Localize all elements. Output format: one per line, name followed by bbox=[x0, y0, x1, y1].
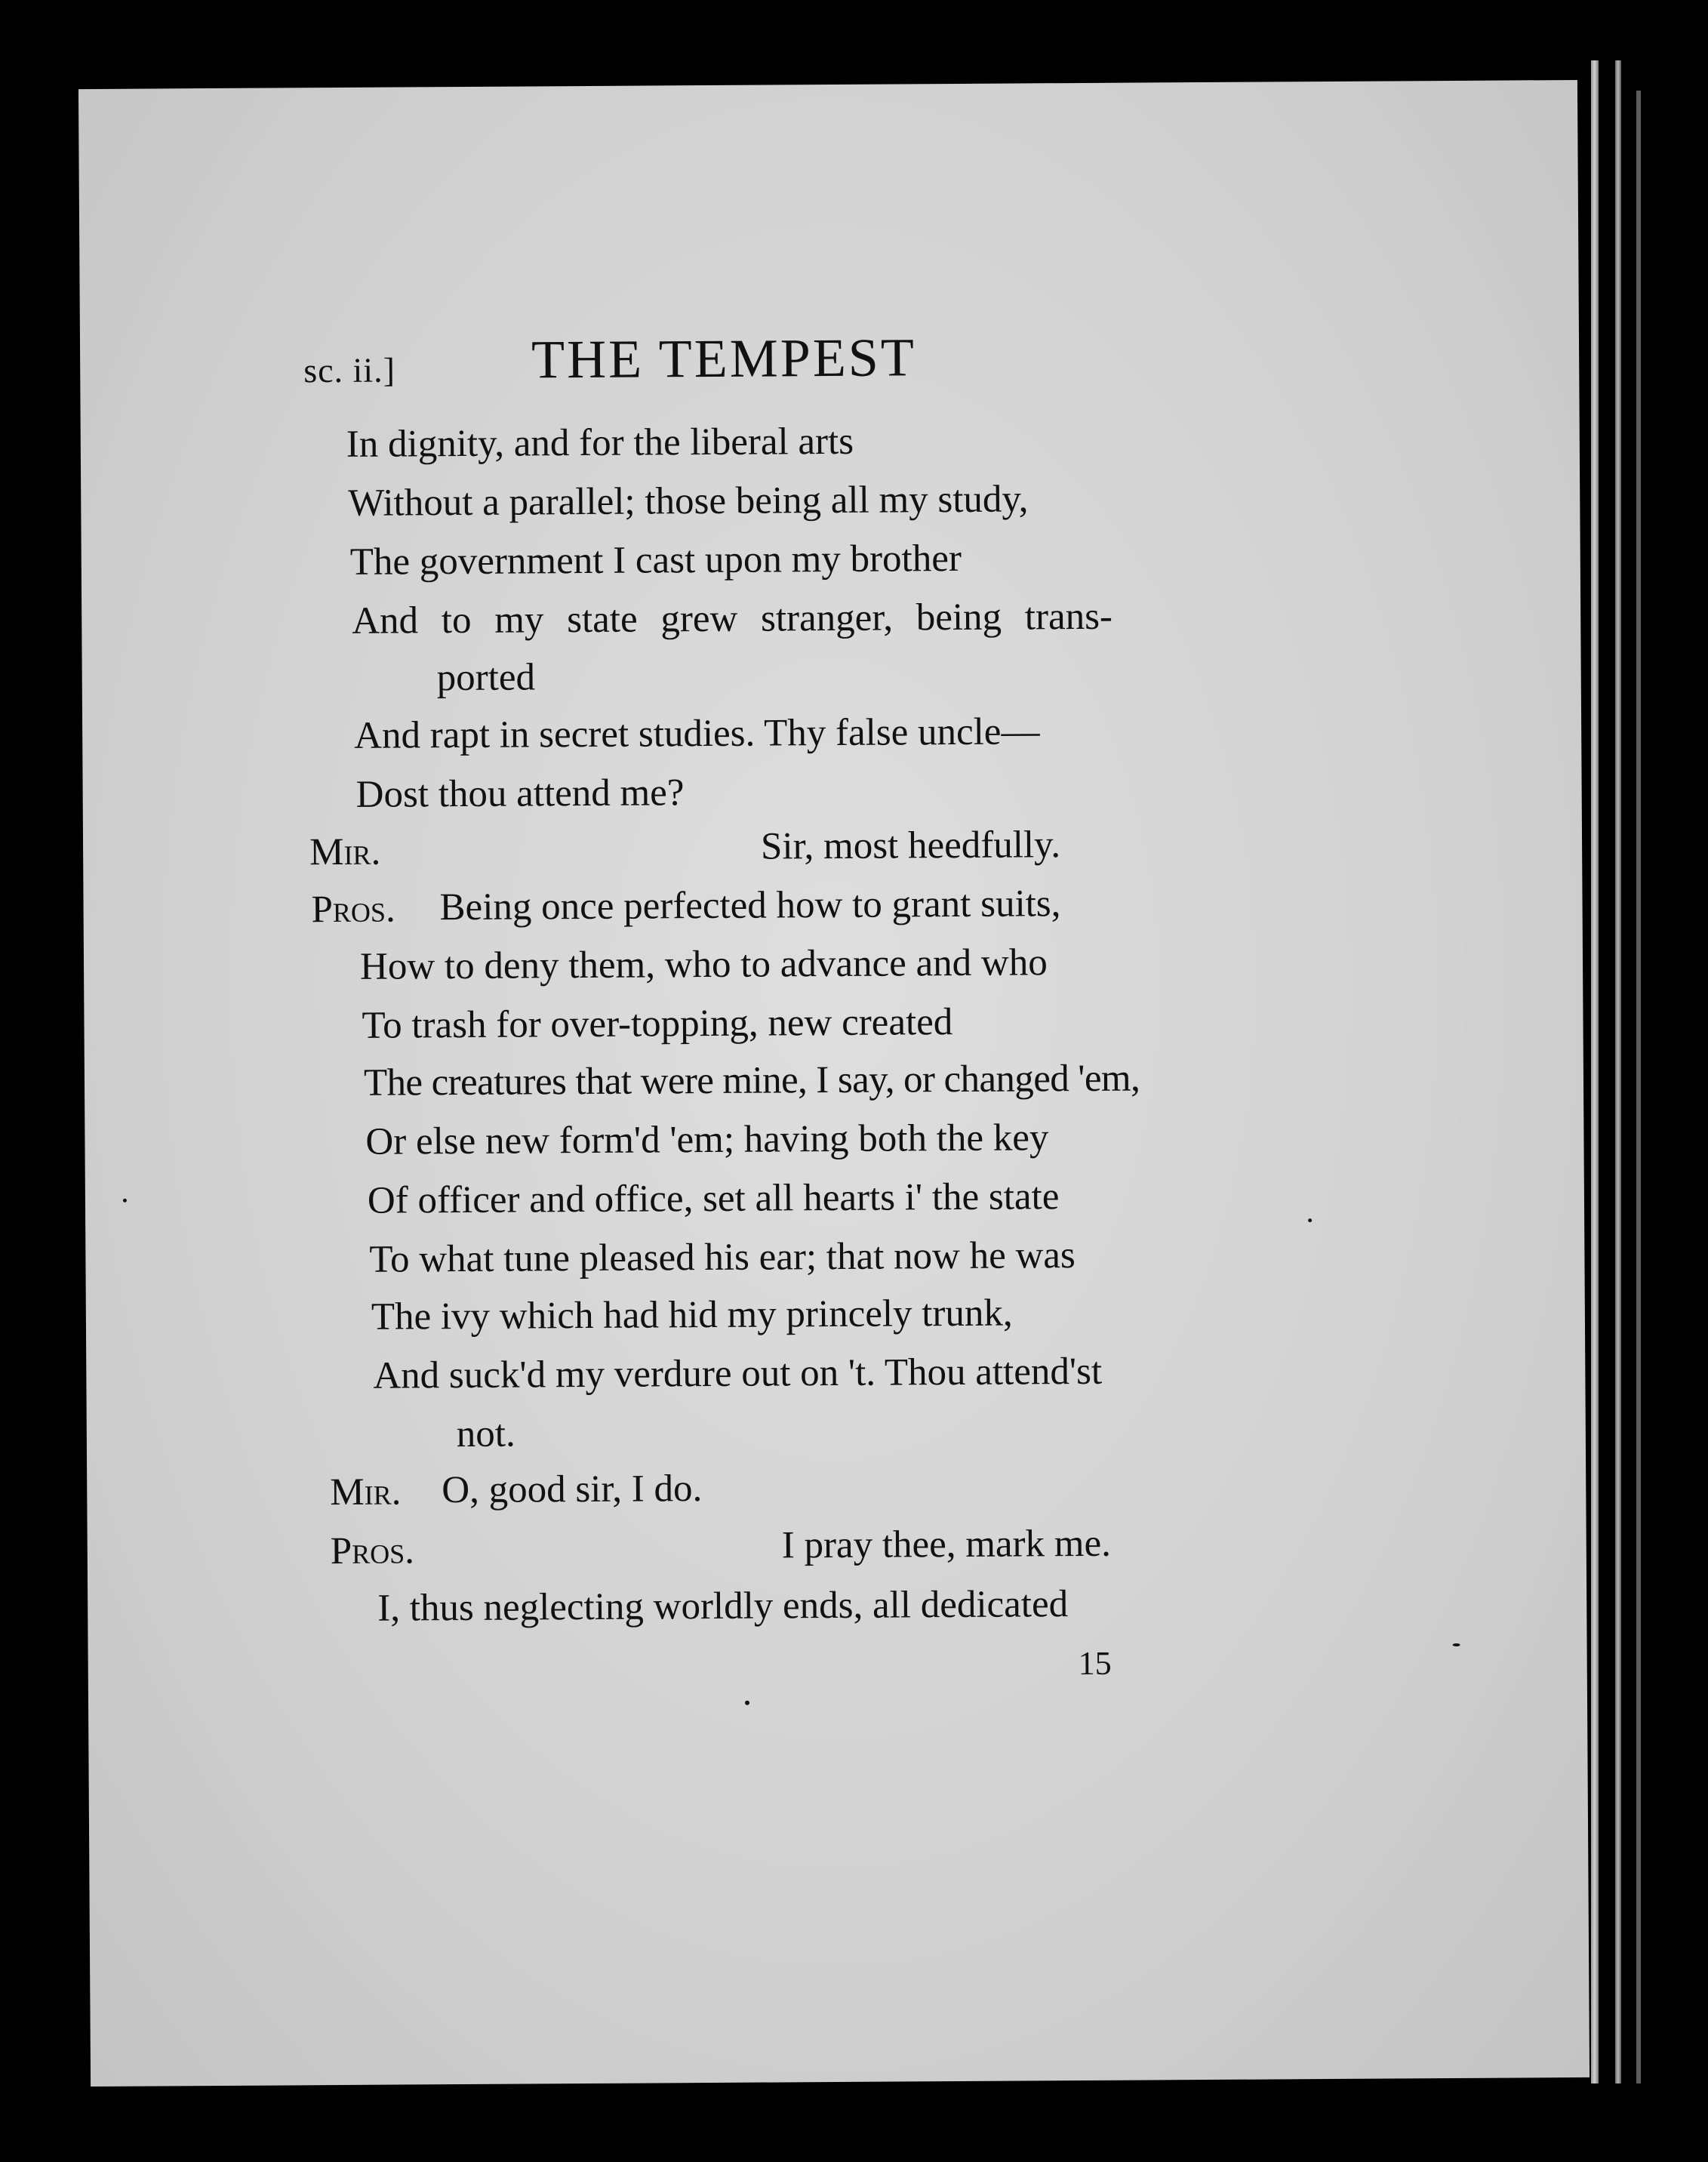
speech-line: I pray thee, mark me. bbox=[781, 1522, 1112, 1567]
verse-line: The ivy which had hid my princely trunk, bbox=[371, 1292, 1013, 1338]
verse-line: To what tune pleased his ear; that now he was bbox=[369, 1234, 1076, 1281]
verse-line: The creatures that were mine, I say, or changed 'em, bbox=[363, 1057, 1140, 1104]
speaker-label: Mir. bbox=[309, 830, 381, 874]
speaker-label: Pros. bbox=[311, 888, 395, 932]
page-edge bbox=[1636, 91, 1641, 2083]
speaker-label: Pros. bbox=[330, 1529, 415, 1573]
verse-line: And to my state grew stranger, being trans- bbox=[352, 595, 1113, 642]
page-edge bbox=[1591, 60, 1599, 2083]
verse-line: To trash for over-topping, new created bbox=[362, 1001, 953, 1047]
scan-speck bbox=[745, 1701, 749, 1705]
page-title: THE TEMPEST bbox=[531, 327, 917, 390]
verse-line: And rapt in secret studies. Thy false uncle— bbox=[354, 710, 1040, 757]
page-number: 15 bbox=[1078, 1644, 1112, 1683]
verse-line: And suck'd my verdure out on 't. Thou attend'st bbox=[373, 1350, 1103, 1397]
scene-marker: sc. ii.] bbox=[303, 350, 396, 390]
speech-line: O, good sir, I do. bbox=[442, 1468, 703, 1512]
verse-line: Without a parallel; those being all my study, bbox=[348, 478, 1029, 525]
speech-line: Sir, most heedfully. bbox=[760, 824, 1061, 868]
verse-line: Or else new form'd 'em; having both the key bbox=[365, 1116, 1049, 1163]
page-edge bbox=[1615, 60, 1621, 2083]
verse-line: Dost thou attend me? bbox=[355, 771, 685, 816]
book-page bbox=[78, 80, 1590, 2087]
speech-line: Being once perfected how to grant suits, bbox=[439, 882, 1061, 929]
verse-line: The government I cast upon my brother bbox=[349, 537, 962, 584]
verse-line-continuation: ported bbox=[436, 656, 536, 700]
verse-line-continuation: not. bbox=[456, 1412, 515, 1456]
speaker-label: Mir. bbox=[330, 1471, 402, 1514]
verse-line: I, thus neglecting worldly ends, all dedicated bbox=[377, 1583, 1069, 1630]
verse-line: In dignity, and for the liberal arts bbox=[346, 420, 854, 466]
verse-line: Of officer and office, set all hearts i' the state bbox=[367, 1175, 1060, 1222]
scan-speck bbox=[123, 1199, 127, 1203]
scan-speck bbox=[1453, 1643, 1460, 1646]
scan-speck bbox=[1308, 1218, 1312, 1222]
verse-line: How to deny them, who to advance and who bbox=[359, 941, 1048, 988]
